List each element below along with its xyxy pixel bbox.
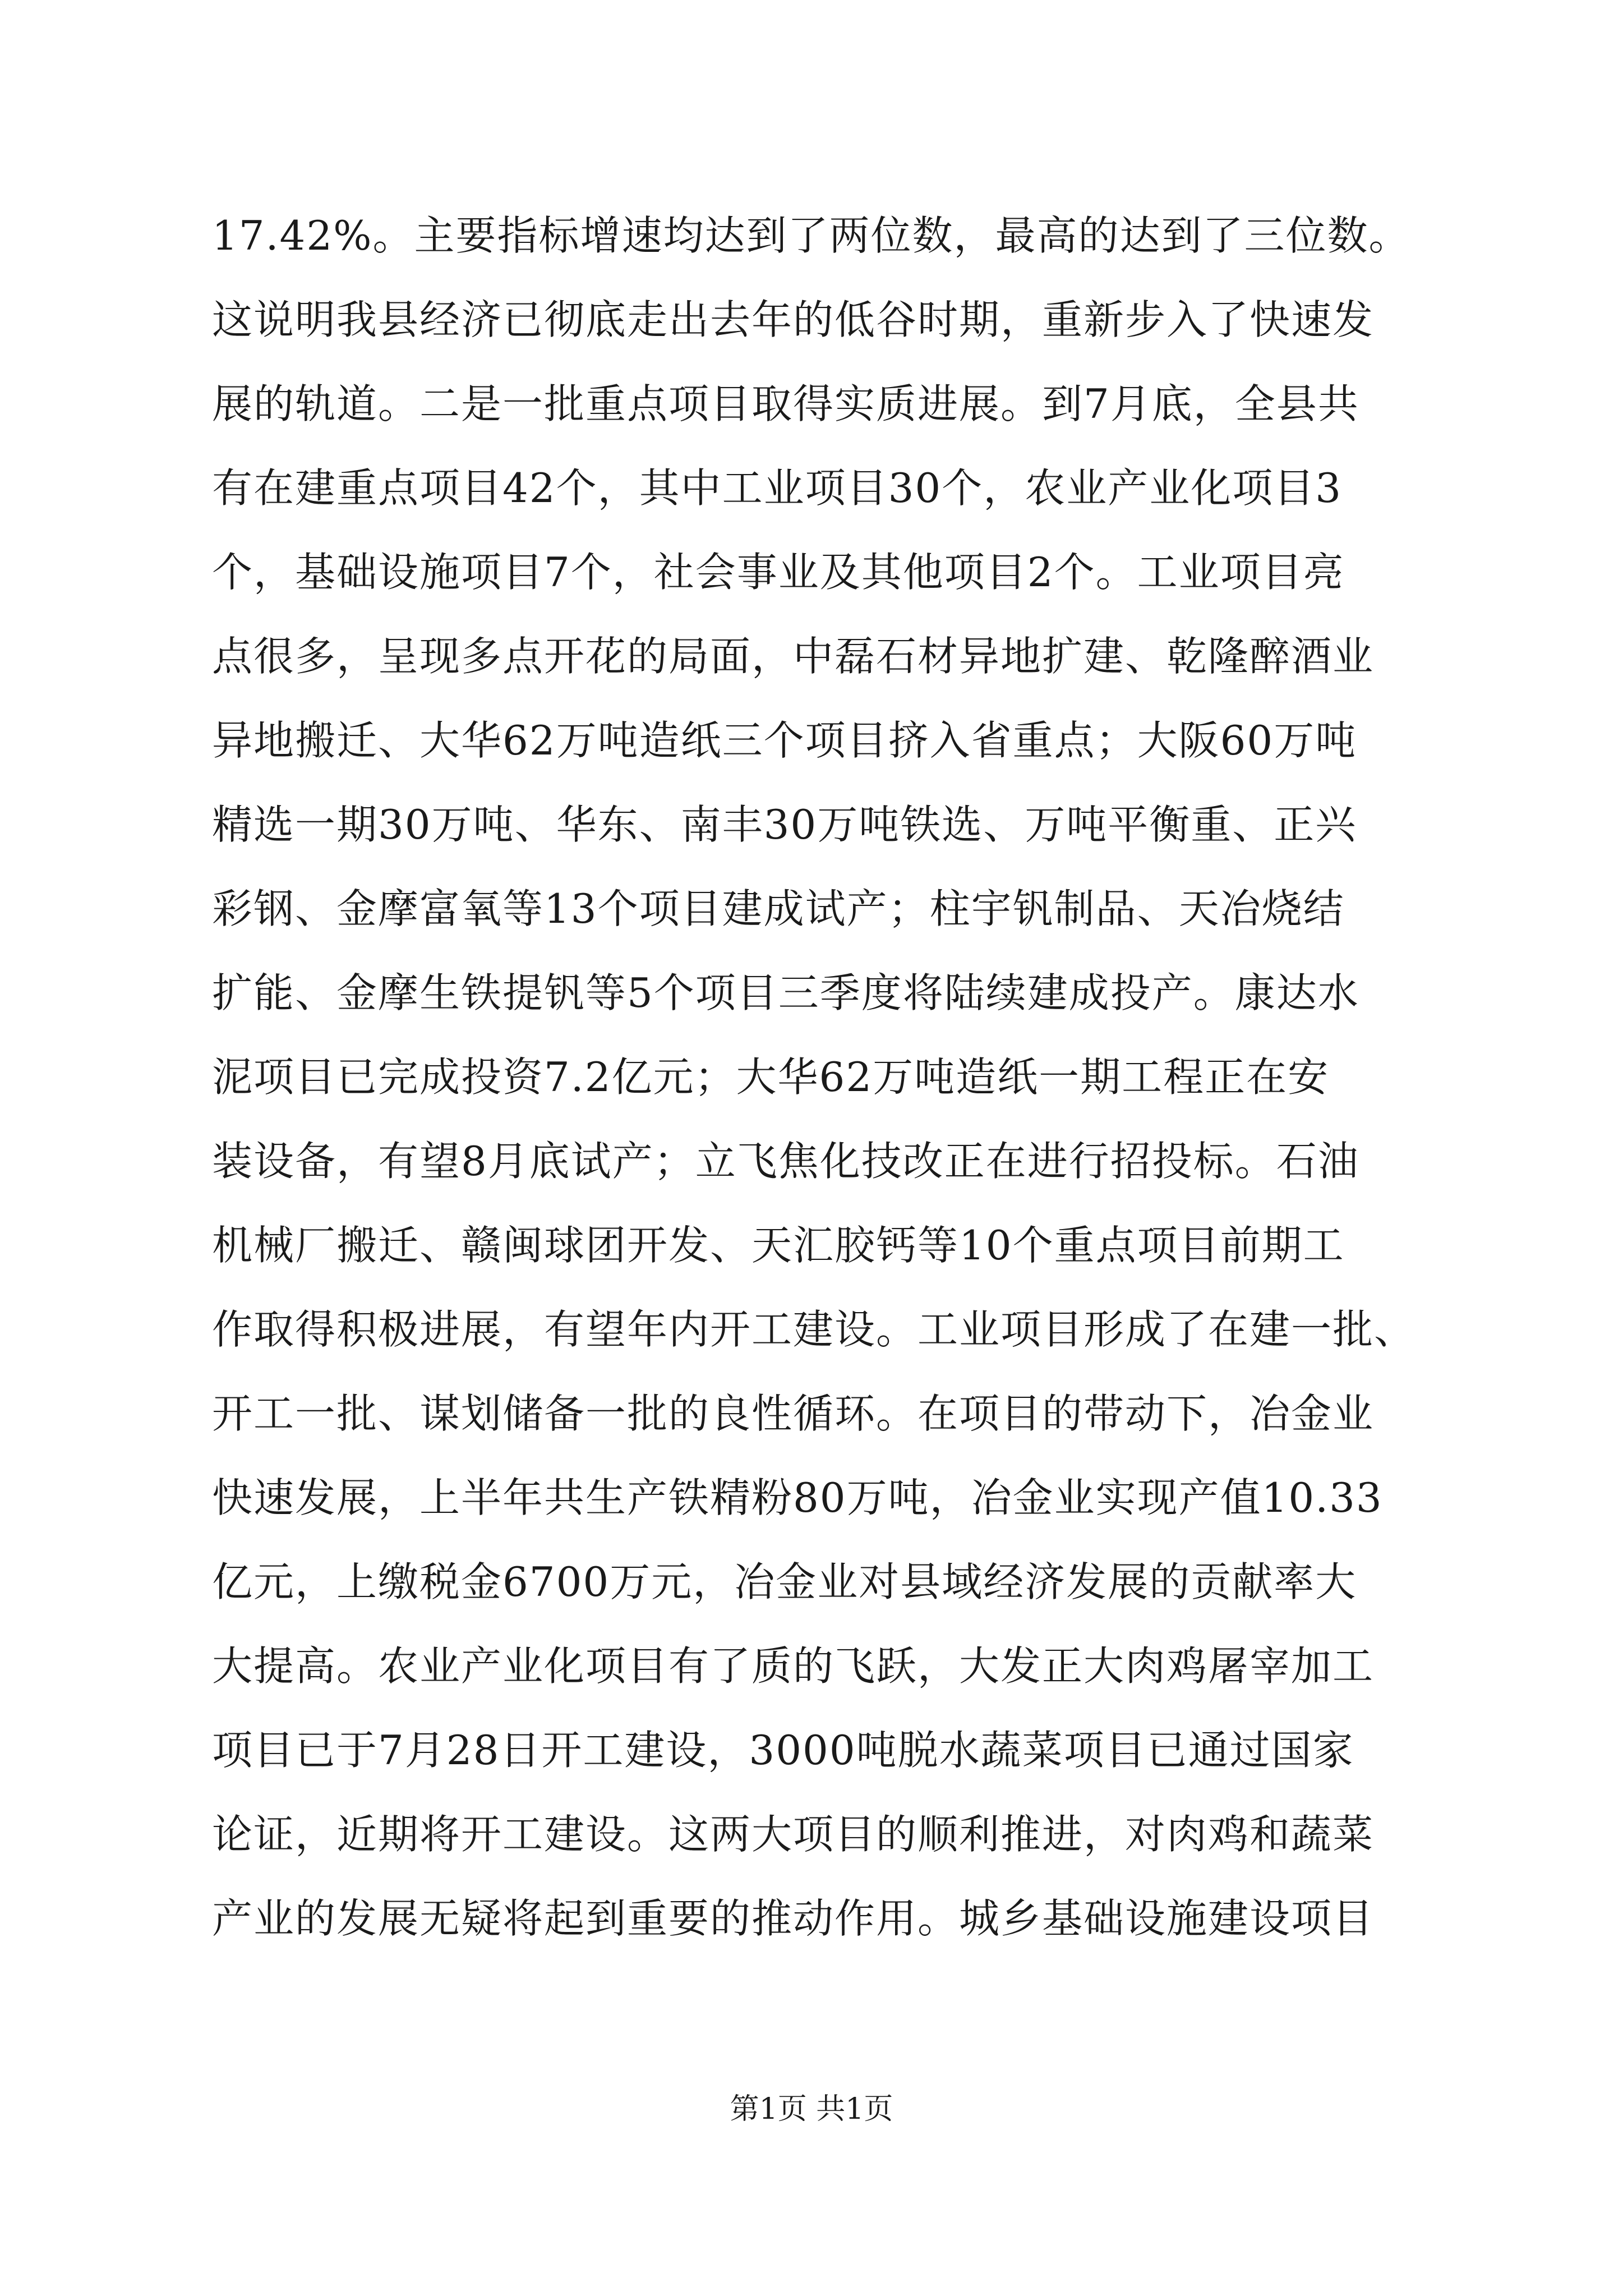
text-line: 快速发展，上半年共生产铁精粉80万吨，冶金业实现产值10.33 [212, 1474, 1383, 1521]
text-line: 彩钢、金摩富氧等13个项目建成试产；柱宇钒制品、天冶烧结 [212, 885, 1345, 932]
text-line: 点很多，呈现多点开花的局面，中磊石材异地扩建、乾隆醉酒业 [212, 633, 1375, 680]
text-line: 17.42%。主要指标增速均达到了两位数，最高的达到了三位数。 [212, 212, 1410, 259]
text-line: 这说明我县经济已彻底走出去年的低谷时期，重新步入了快速发 [212, 296, 1375, 343]
page-footer [0, 2087, 1623, 2132]
text-line: 异地搬迁、大华62万吨造纸三个项目挤入省重点；大阪60万吨 [212, 717, 1357, 764]
text-line: 泥项目已完成投资7.2亿元；大华62万吨造纸一期工程正在安 [212, 1053, 1330, 1101]
text-line: 个，基础设施项目7个，社会事业及其他项目2个。工业项目亮 [212, 549, 1345, 596]
text-line: 扩能、金摩生铁提钒等5个项目三季度将陆续建成投产。康达水 [212, 969, 1359, 1016]
text-line: 论证，近期将开工建设。这两大项目的顺利推进，对肉鸡和蔬菜 [212, 1811, 1375, 1858]
text-line: 有在建重点项目42个，其中工业项目30个，农业产业化项目3 [212, 464, 1343, 512]
text-line: 装设备，有望8月底试产；立飞焦化技改正在进行招投标。石油 [212, 1138, 1359, 1185]
text-line: 精选一期30万吨、华东、南丰30万吨铁选、万吨平衡重、正兴 [212, 801, 1357, 848]
text-line: 亿元，上缴税金6700万元，冶金业对县域经济发展的贡献率大 [212, 1558, 1357, 1605]
text-line: 作取得积极进展，有望年内开工建设。工业项目形成了在建一批、 [212, 1306, 1416, 1353]
text-line: 大提高。农业产业化项目有了质的飞跃，大发正大肉鸡屠宰加工 [212, 1642, 1375, 1690]
text-line: 展的轨道。二是一批重点项目取得实质进展。到7月底，全县共 [212, 380, 1359, 427]
text-line: 机械厂搬迁、赣闽球团开发、天汇胶钙等10个重点项目前期工 [212, 1222, 1345, 1269]
text-line: 项目已于7月28日开工建设，3000吨脱水蔬菜项目已通过国家 [212, 1727, 1354, 1774]
text-line: 开工一批、谋划储备一批的良性循环。在项目的带动下，冶金业 [212, 1390, 1375, 1437]
text-line: 产业的发展无疑将起到重要的推动作用。城乡基础设施建设项目 [212, 1895, 1375, 1942]
page-number: 第1页 共1页 [730, 2092, 893, 2126]
body-text [212, 194, 1422, 1961]
